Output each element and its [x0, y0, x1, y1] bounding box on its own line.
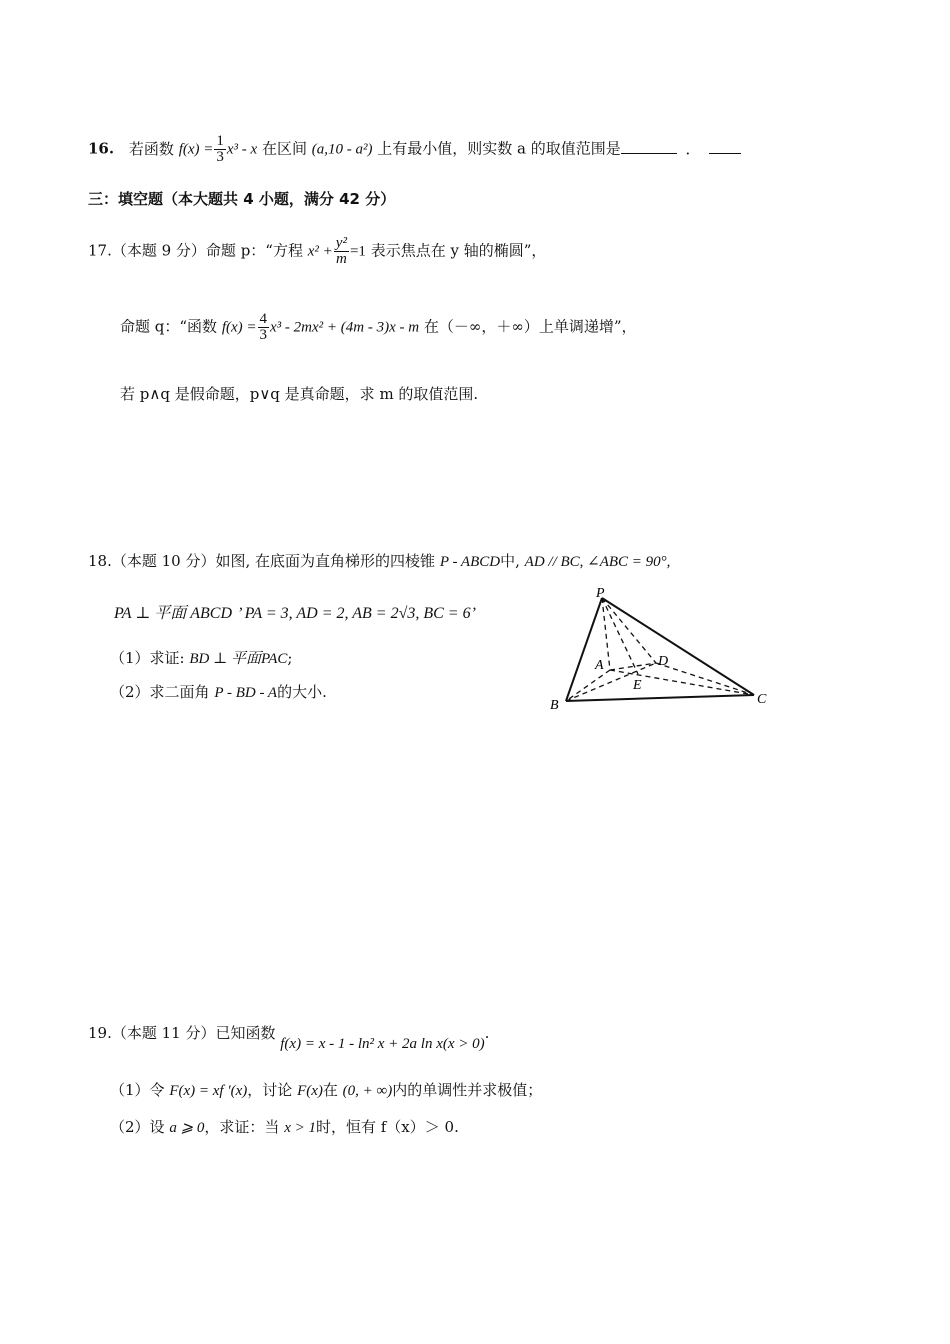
q16-tail: 上有最小值，则实数 a 的取值范围是: [377, 139, 621, 158]
q18-part1-line: [110, 647, 292, 668]
q18-cond2-line: [114, 600, 476, 623]
edge-PC: [602, 598, 754, 695]
q18-part2: （2）求二面角: [110, 683, 210, 701]
q19-part1-math2: F(x): [297, 1083, 323, 1099]
edge-BD: [566, 663, 656, 701]
q19-intro: 19.（本题 11 分）已知函数: [88, 1024, 276, 1042]
q18-part1-end: ;: [287, 649, 293, 667]
q17-q-func-lhs: f(x) =: [221, 319, 257, 336]
q17-q-lead: 命题 q：“函数: [120, 317, 218, 336]
q18-intro-line: [88, 550, 670, 571]
q17-intro: 17.（本题 9 分）命题 p：“方程: [88, 241, 303, 260]
label-D: D: [658, 654, 669, 669]
q17-q-tail: 在（－∞，＋∞）上单调递增”，: [423, 317, 637, 336]
q16-interval: (a,10 - a²): [311, 141, 373, 158]
q16-dot: ．: [685, 139, 701, 158]
q18-solid: P - ABCD: [439, 554, 501, 570]
q16-lead: 若函数: [128, 139, 174, 158]
q18-cond2b: ’ PA = 3, AD = 2, AB = 2√3, BC = 6’: [237, 605, 476, 622]
q19-part1-b: ，讨论: [247, 1081, 293, 1099]
q17-eq-fraction: $\frac{\text{y²}}{m}$: [335, 235, 347, 267]
q18-part2-end: 的大小.: [277, 683, 327, 701]
q17-eq-rhs: =1: [349, 243, 366, 260]
q16-func-lhs: f(x) =: [178, 141, 214, 158]
q19-end: .: [484, 1024, 490, 1042]
q17-intro-tail: 表示焦点在 y 轴的椭圆”，: [370, 241, 547, 260]
q19-part1-c: 在: [322, 1081, 338, 1099]
q19-part1-d: 内的单调性并求极值；: [392, 1081, 543, 1099]
q16-mid: 在区间: [261, 139, 307, 158]
q19-part2-b: ，求证：当: [204, 1118, 280, 1136]
q18-part2-line: [110, 681, 327, 702]
q19-part1-math: F(x) = xf ′(x): [169, 1083, 248, 1099]
label-A: A: [595, 658, 604, 673]
q17-q-func-rhs: x³ - 2mx² + (4m - 3)x - m: [270, 319, 420, 336]
q19-intro-line: [88, 1022, 490, 1052]
q19-part1-math3: (0, + ∞): [342, 1083, 393, 1099]
label-B: B: [550, 698, 559, 713]
edge-PB: [566, 598, 602, 701]
q18-part1-math: BD ⊥ 平面PAC: [189, 651, 288, 667]
q19-part2-a: （2）设: [110, 1118, 165, 1136]
section3-title: 三：填空题（本大题共 4 小题，满分 42 分）: [88, 190, 396, 208]
q19-part2-math2: x > 1: [284, 1120, 316, 1136]
q19-part1-line: [110, 1079, 542, 1100]
q19-part1-a: （1）令: [110, 1081, 165, 1099]
q19-part2-line: [110, 1116, 459, 1137]
q16-answer-blank-2[interactable]: [709, 139, 741, 154]
edge-DC: [656, 663, 754, 695]
q18-mid: 中,: [500, 552, 520, 570]
q18-part2-math: P - BD - A: [214, 685, 278, 701]
q17-ask: 若 p∧q 是假命题，p∨q 是真命题，求 m 的取值范围.: [120, 385, 479, 403]
q16-number: 16.: [88, 139, 115, 158]
q19-part2-math: a ⩾ 0: [169, 1120, 205, 1136]
q17-intro-line: [88, 236, 546, 267]
pyramid-figure: [540, 585, 780, 715]
q18-intro: 18.（本题 10 分）如图, 在底面为直角梯形的四棱锥: [88, 552, 436, 570]
edge-PD: [602, 598, 656, 663]
q16-fraction: $\frac{1}{3}$: [216, 133, 224, 165]
label-E: E: [633, 678, 642, 693]
q16-line: [88, 134, 741, 165]
q17-q-fraction: $\frac{4}{3}$: [259, 311, 268, 343]
q18-cond2a: PA ⊥ 平面 ABCD: [114, 605, 233, 622]
edge-BC: [566, 695, 754, 701]
q16-answer-blank-1[interactable]: [621, 139, 677, 154]
label-P: P: [596, 586, 605, 601]
q18-part1: （1）求证:: [110, 649, 185, 667]
q19-part2-c: 时，恒有 f（x）＞ 0.: [315, 1118, 459, 1136]
q16-func-rhs: x³ - x: [226, 141, 258, 158]
q19-func: f(x) = x - 1 - ln² x + 2a ln x(x > 0): [280, 1036, 485, 1052]
label-C: C: [757, 692, 767, 707]
q18-cond1: AD // BC, ∠ABC = 90°,: [524, 554, 671, 570]
q17-eq-x: x² +: [307, 243, 333, 260]
edge-AC: [610, 670, 754, 695]
q17-prop-q-line: [120, 312, 637, 343]
